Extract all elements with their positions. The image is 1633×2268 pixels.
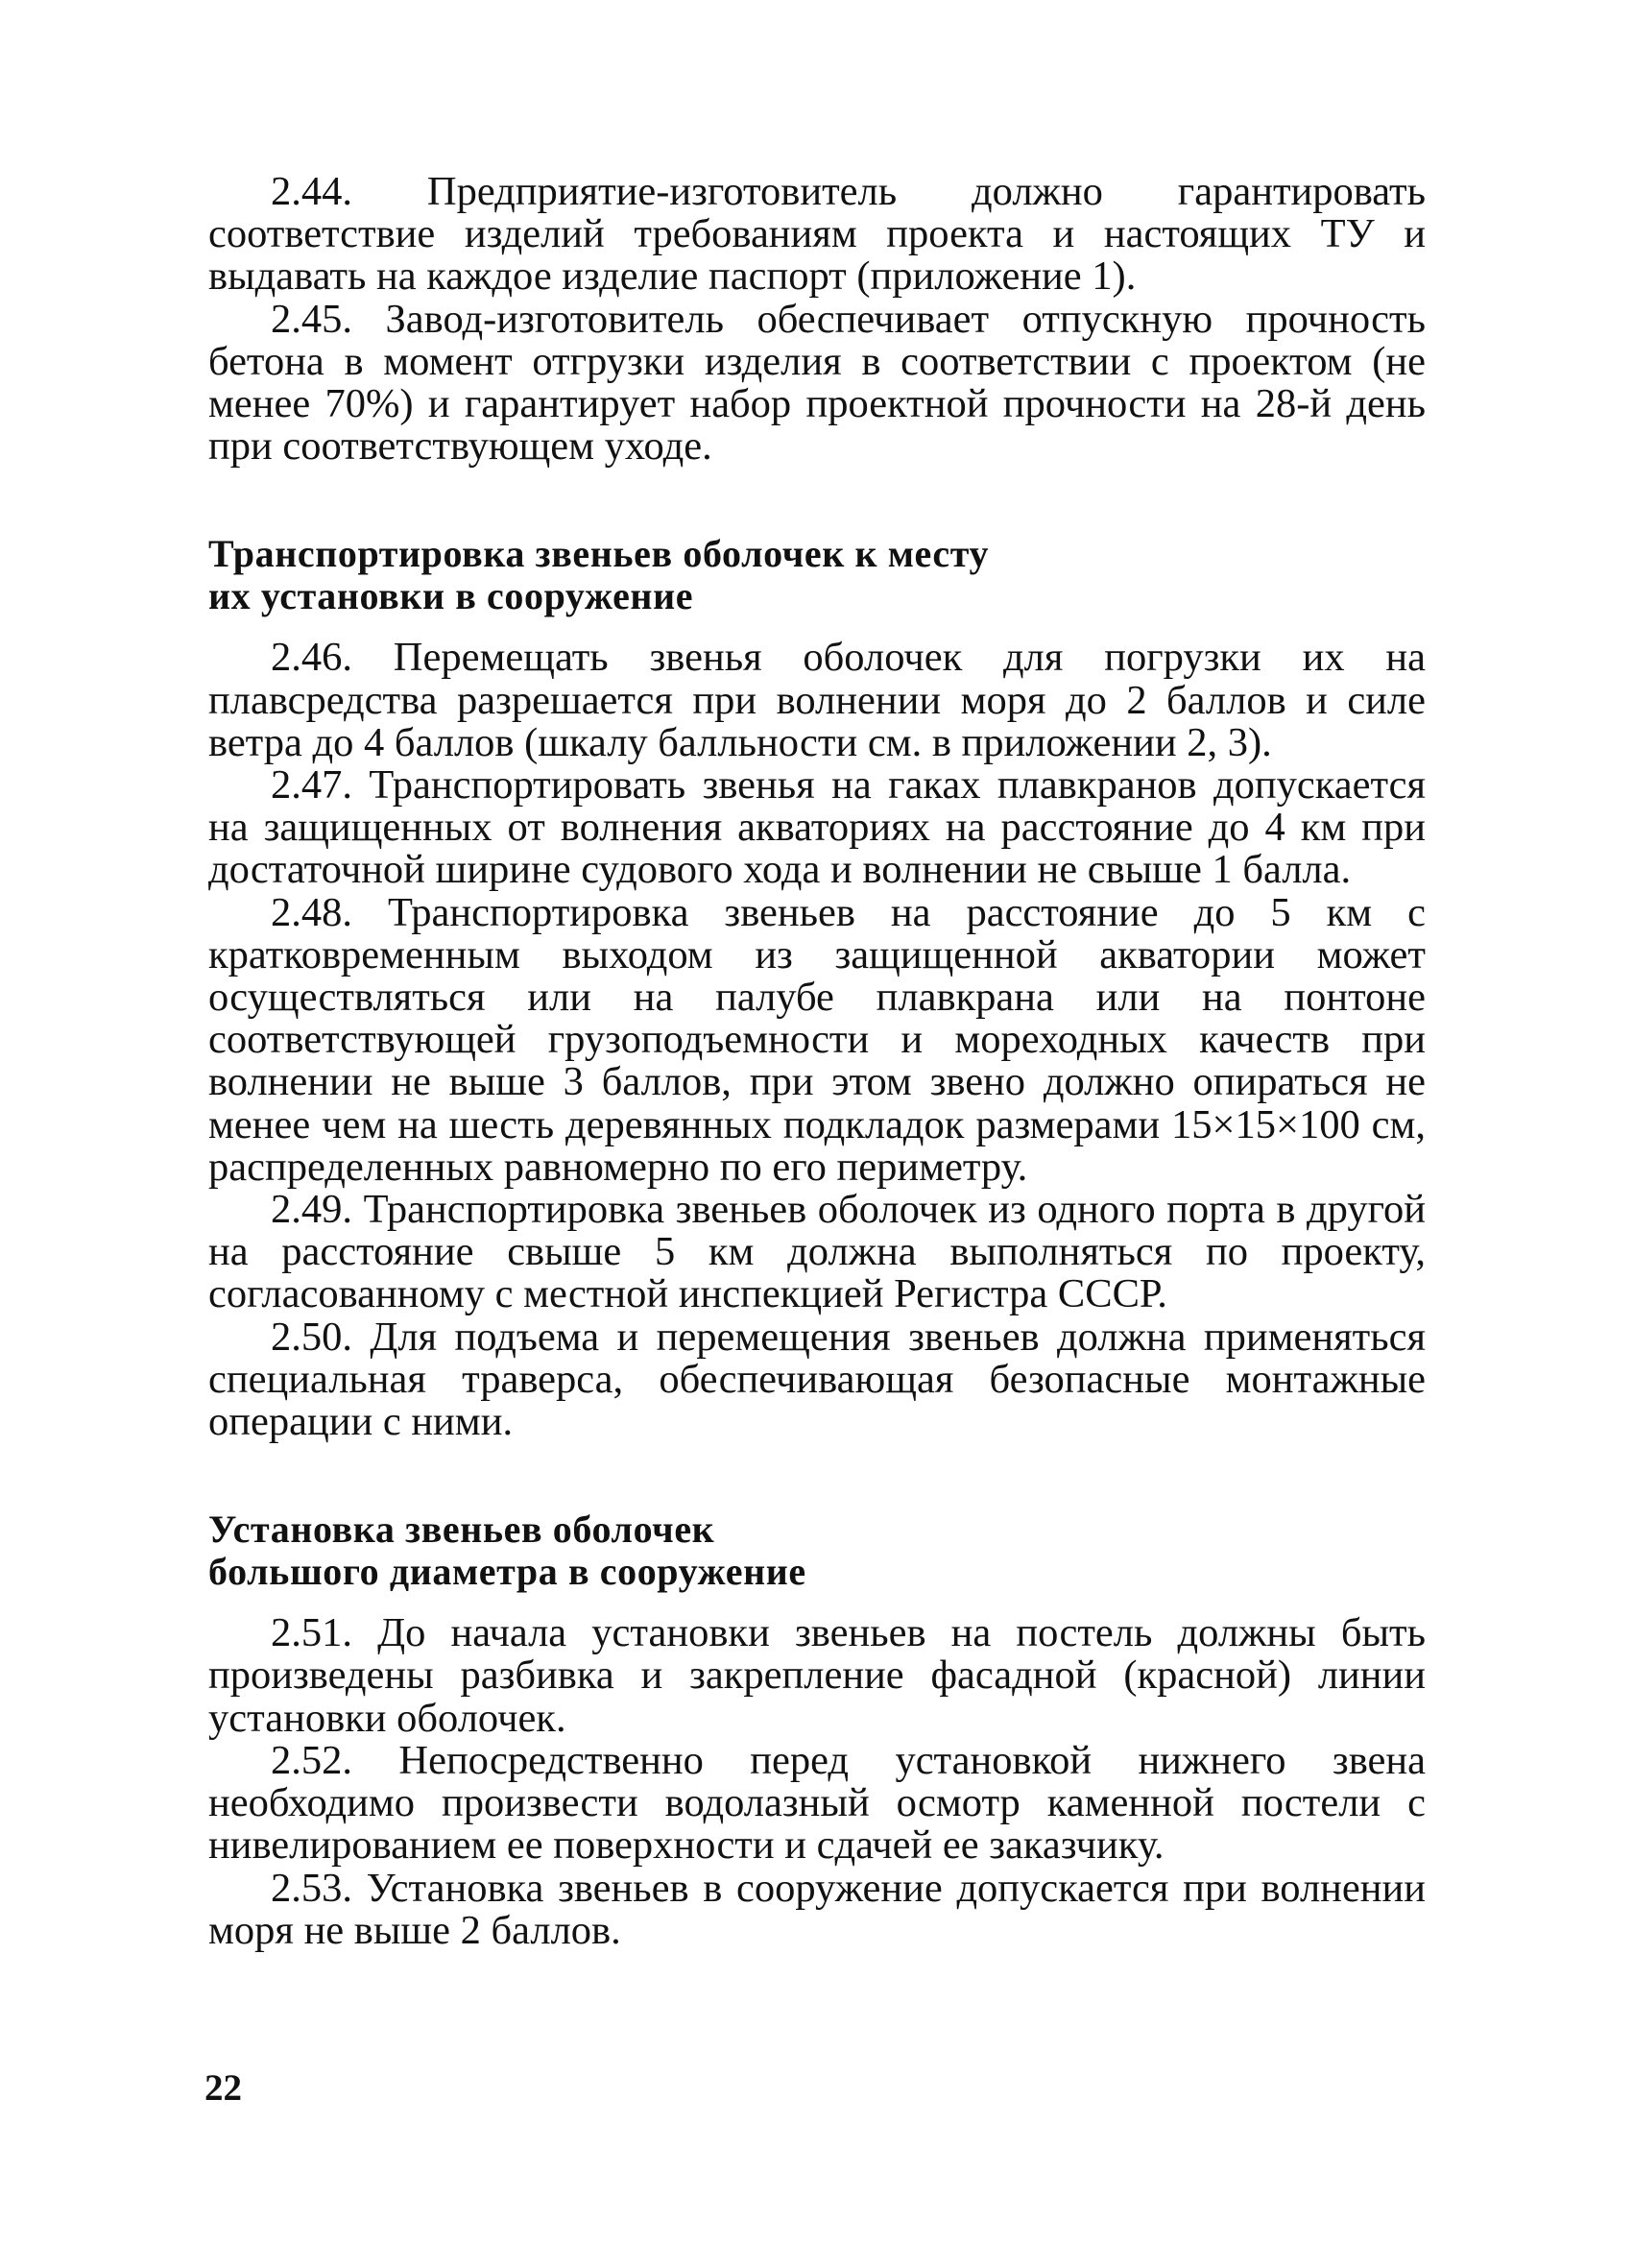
section-heading-transportation xyxy=(208,533,1426,617)
paragraph-2-51: 2.51. До начала установки звеньев на постель должны быть произведены разбивка и закрепление фасадной (красной) линии установки оболочек. xyxy=(208,1610,1426,1741)
heading-line: большого диаметра в сооружение xyxy=(208,1550,806,1594)
section-heading-installation xyxy=(208,1508,1426,1593)
heading-line: их установки в сооружение xyxy=(208,574,694,618)
paragraph-2-45: 2.45. Завод-изготовитель обеспечивает отпускную прочность бетона в момент отгрузки изделия в соответствии с проектом (не менее 70%) и гарантирует набор проектной прочности на 28-й день при соответствующем уходе. xyxy=(208,296,1426,470)
heading-line: Установка звеньев оболочек xyxy=(208,1508,715,1552)
paragraph-2-50: 2.50. Для подъема и перемещения звеньев должна применяться специальная траверса, обеспечивающая безопасные монтажные операции с ними. xyxy=(208,1314,1426,1445)
paragraph-2-49: 2.49. Транспортировка звеньев оболочек из одного порта в другой на расстояние свыше 5 км должна выполняться по проекту, согласованному с местной инспекцией Регистра СССР. xyxy=(208,1187,1426,1317)
paragraph-2-46: 2.46. Перемещать звенья оболочек для погрузки их на плавсредства разрешается при волнении моря до 2 баллов и силе ветра до 4 баллов (шкалу балльности см. в приложении 2, 3). xyxy=(208,635,1426,765)
page-number: 22 xyxy=(204,2067,242,2109)
heading-line: Транспортировка звеньев оболочек к месту xyxy=(208,532,990,576)
paragraph-2-44: 2.44. Предприятие-изготовитель должно гарантировать соответствие изделий требованиям проекта и настоящих ТУ и выдавать на каждое изделие паспорт (приложение 1). xyxy=(208,169,1426,300)
paragraph-2-48: 2.48. Транспортировка звеньев на расстояние до 5 км с кратковременным выходом из защищенной акватории может осуществляться или на палубе плавкрана или на понтоне соответствующей грузоподъемности и мореходных качеств при волнении не выше 3 баллов, при этом звено должно опираться не менее чем на шесть деревянных подкладок размерами 15×15×100 см, распределенных равномерно по его периметру. xyxy=(208,889,1426,1190)
text-column xyxy=(208,171,1426,1952)
paragraph-2-53: 2.53. Установка звеньев в сооружение допускается при волнении моря не выше 2 баллов. xyxy=(208,1865,1426,1953)
paragraph-2-47: 2.47. Транспортировать звенья на гаках плавкранов допускается на защищенных от волнения акваториях на расстояние до 4 км при достаточной ширине судового хода и волнении не свыше 1 балла. xyxy=(208,762,1426,893)
paragraph-2-52: 2.52. Непосредственно перед установкой нижнего звена необходимо произвести водолазный осмотр каменной постели с нивелированием ее поверхности и сдачей ее заказчику. xyxy=(208,1737,1426,1869)
